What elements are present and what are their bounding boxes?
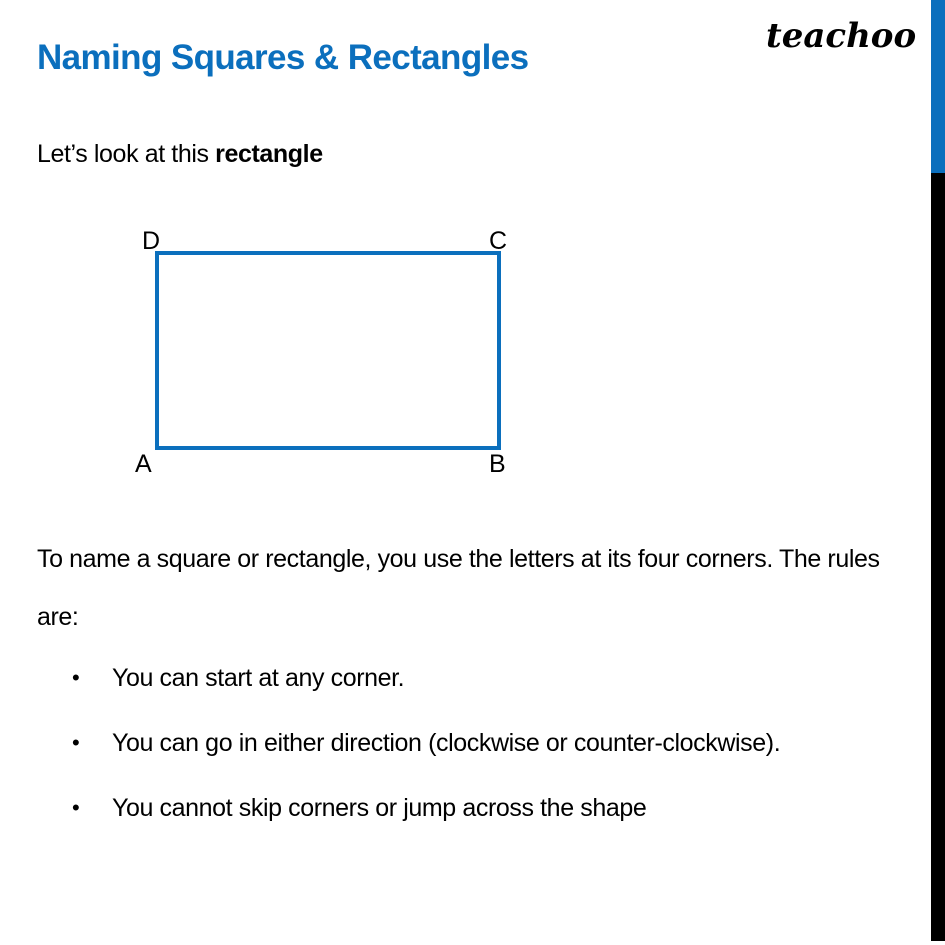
rule-item <box>72 778 852 838</box>
rules-list <box>72 648 852 843</box>
rectangle-outline <box>155 251 501 450</box>
rule-text: You can start at any corner. <box>112 664 405 692</box>
bullet-icon: • <box>72 795 80 820</box>
rule-text: You can go in either direction (clockwise or counter-clockwise). <box>112 729 781 757</box>
intro-emphasis: rectangle <box>215 140 323 168</box>
bullet-icon: • <box>72 665 80 690</box>
side-accent-bar-black <box>931 173 945 941</box>
intro-sentence <box>37 140 323 169</box>
page-title: Naming Squares & Rectangles <box>37 38 529 77</box>
teachoo-logo: teachoo <box>766 16 917 56</box>
corner-label-b: B <box>489 450 506 478</box>
intro-prefix: Let’s look at this <box>37 140 216 168</box>
corner-label-d: D <box>142 227 161 255</box>
rule-item <box>72 713 852 773</box>
rule-item <box>72 648 852 708</box>
corner-label-c: C <box>489 227 508 255</box>
side-accent-bar-blue <box>931 0 945 173</box>
rule-text: You cannot skip corners or jump across the shape <box>112 794 647 822</box>
bullet-icon: • <box>72 730 80 755</box>
explanation-paragraph: To name a square or rectangle, you use the letters at its four corners. The rules are: <box>37 545 880 631</box>
corner-label-a: A <box>135 450 152 478</box>
